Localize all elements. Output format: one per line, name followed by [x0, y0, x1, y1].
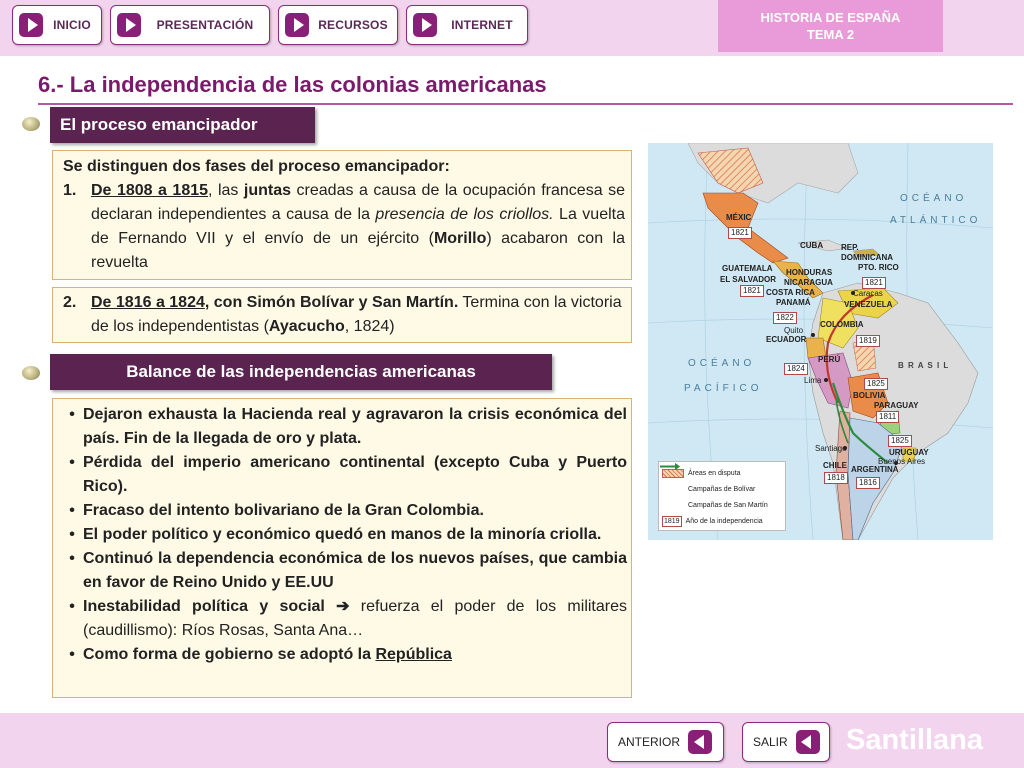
text-run: creadas a causa de la ocupación francesa se declaran independientes a causa de la: [91, 182, 625, 223]
list-item-text: Pérdida del imperio americano continental (excepto Cuba y Puerto Rico).: [83, 454, 627, 495]
list-item: [61, 643, 627, 667]
year-badge: 1816: [856, 477, 880, 489]
city-label: Quito: [784, 326, 804, 335]
year-badge: 1811: [876, 411, 899, 423]
country-label: COSTA RICA: [766, 288, 815, 297]
list-item: [61, 547, 627, 595]
phase-text: [91, 291, 625, 339]
text-run: refuerza el poder de los militares (caudillismo): Ríos Rosas, Santa Ana…: [83, 598, 627, 639]
page-title: 6.- La independencia de las colonias americanas: [38, 72, 547, 97]
text-run: , las: [208, 182, 244, 199]
list-item-text: Continuó la dependencia económica de los nuevos países, que cambia en favor de Reino Unido y EE.UU: [83, 550, 627, 591]
play-icon: [285, 13, 309, 37]
year-sample: 1819: [664, 517, 680, 525]
balance-box: [52, 398, 632, 698]
legend-item: [662, 513, 782, 529]
legend-label: Áreas en disputa: [688, 469, 741, 477]
highlight-juntas: juntas: [243, 182, 292, 199]
bullet: •: [69, 550, 75, 567]
course-badge: [718, 0, 943, 52]
phase-date: De 1816 a 1824: [91, 294, 205, 311]
ocean-label: OCÉANO: [900, 193, 968, 204]
highlight-ayacucho: Ayacucho: [268, 318, 345, 335]
phase-number: 2.: [63, 294, 77, 311]
country-label: PARAGUAY: [874, 401, 919, 410]
map-legend: [658, 461, 786, 531]
phase-1: [63, 179, 625, 275]
nav-label: PRESENTACIÓN: [156, 18, 254, 32]
country-label: GUATEMALA: [722, 264, 773, 273]
country-label: MÉXIC: [726, 213, 752, 222]
country-label: PTO. RICO: [858, 263, 899, 272]
nav-button-internet[interactable]: [406, 5, 528, 45]
nav-label: INICIO: [53, 18, 91, 32]
country-label: COLOMBIA: [820, 320, 864, 329]
back-arrow-icon: [688, 730, 712, 754]
year-badge: 1818: [824, 472, 848, 484]
section-heading-balance: Balance de las independencias americanas: [50, 354, 552, 390]
country-label: ARGENTINA: [851, 465, 899, 474]
ocean-label: ATLÁNTICO: [890, 215, 982, 226]
previous-button[interactable]: [607, 722, 724, 762]
play-icon: [413, 13, 437, 37]
legend-label: Campañas de San Martín: [688, 501, 768, 509]
list-item-text: [83, 595, 627, 643]
list-item-text: [83, 643, 627, 667]
nav-button-inicio[interactable]: [12, 5, 102, 45]
country-label: NICARAGUA: [784, 278, 833, 287]
text-run: , con Simón Bolívar y San Martín.: [204, 294, 459, 311]
phases-box: [52, 150, 632, 280]
city-label: Lima: [804, 376, 822, 385]
exit-button[interactable]: [742, 722, 830, 762]
country-label: HONDURAS: [786, 268, 833, 277]
ocean-label: PACÍFICO: [684, 383, 763, 394]
back-arrow-icon: [796, 730, 820, 754]
republica-link[interactable]: República: [375, 646, 452, 663]
legend-item: [662, 481, 782, 497]
city-label: Santiago: [815, 444, 847, 453]
country-label: PERÚ: [818, 355, 841, 364]
button-label: SALIR: [753, 735, 788, 749]
course-title: HISTORIA DE ESPAÑA: [760, 10, 901, 25]
nav-button-presentacion[interactable]: [110, 5, 270, 45]
country-label: BOLIVIA: [853, 391, 886, 400]
text-run: Inestabilidad política y social: [83, 598, 337, 615]
text-run: ) acabaron con la revuelta: [91, 230, 626, 271]
bullet: •: [69, 646, 75, 663]
phase-2: [63, 291, 625, 339]
legend-label: Campañas de Bolívar: [688, 485, 756, 493]
year-badge: 1821: [740, 285, 764, 297]
country-label: URUGUAY: [889, 448, 929, 457]
city-label: Caracas: [853, 289, 883, 298]
independence-map: [648, 143, 993, 540]
year-badge: 1822: [773, 312, 797, 324]
year-badge: 1821: [862, 277, 886, 289]
course-unit: TEMA 2: [806, 27, 855, 42]
bullet: •: [69, 526, 75, 543]
list-item: [61, 403, 627, 451]
country-label: REP.: [841, 243, 859, 252]
phase-text: [91, 179, 625, 275]
section-bullet-icon: [22, 117, 40, 131]
country-label: CHILE: [823, 461, 847, 470]
country-label: ECUADOR: [766, 335, 807, 344]
balance-list: [61, 403, 627, 667]
country-label: CUBA: [800, 241, 824, 250]
section-bullet-icon: [22, 366, 40, 380]
list-item: [61, 499, 627, 523]
ocean-label: OCÉANO: [688, 358, 756, 369]
section-heading-proceso: El proceso emancipador: [50, 107, 315, 143]
nav-label: INTERNET: [451, 18, 513, 32]
year-badge: 1824: [784, 363, 808, 375]
text-run: Termina con la victoria de los independentistas (: [91, 294, 622, 335]
list-item-text: Dejaron exhausta la Hacienda real y agravaron la crisis económica del país. Fin de la llegada de oro y plata.: [83, 406, 627, 447]
phase-date: De 1808 a 1815: [91, 182, 209, 199]
country-label: VENEZUELA: [844, 300, 893, 309]
highlight-morillo: Morillo: [433, 230, 487, 247]
bullet: •: [69, 598, 75, 615]
list-item: [61, 523, 627, 547]
title-divider: [38, 103, 1013, 105]
bullet: •: [69, 406, 75, 423]
phase-number: 1.: [63, 182, 77, 199]
highlight-criollos: presencia de los criollos.: [375, 206, 554, 223]
city-label: Buenos Aires: [878, 457, 926, 466]
red-arrow-icon: [662, 485, 684, 494]
country-label: PANAMÁ: [776, 298, 811, 307]
button-label: ANTERIOR: [618, 735, 681, 749]
bullet: •: [69, 454, 75, 471]
nav-label: RECURSOS: [318, 18, 388, 32]
list-item: [61, 595, 627, 643]
country-label: EL SALVADOR: [720, 275, 777, 284]
text-run: , 1824): [344, 318, 395, 335]
phases-intro: Se distinguen dos fases del proceso emancipador:: [63, 158, 450, 175]
country-label: DOMINICANA: [841, 253, 893, 262]
arrow-right-icon: ➔: [336, 598, 350, 615]
year-badge: 1825: [888, 435, 912, 447]
year-badge: 1821: [728, 227, 752, 239]
publisher-logo: Santillana: [846, 724, 983, 756]
list-item-text: Fracaso del intento bolivariano de la Gran Colombia.: [83, 502, 484, 519]
phase-2-box: [52, 287, 632, 343]
list-item-text: El poder político y económico quedó en manos de la minoría criolla.: [83, 526, 602, 543]
play-icon: [117, 13, 141, 37]
year-badge: 1825: [864, 378, 888, 390]
legend-label: Año de la independencia: [685, 517, 763, 525]
year-badge: 1819: [856, 335, 880, 347]
green-arrow-icon: [662, 501, 684, 510]
list-item: [61, 451, 627, 499]
play-icon: [19, 13, 43, 37]
country-label: B R A S I L: [898, 361, 950, 370]
text-run: La vuelta de Fernando VII y el envío de un ejército (: [91, 206, 625, 247]
nav-button-recursos[interactable]: [278, 5, 398, 45]
bullet: •: [69, 502, 75, 519]
legend-item: [662, 497, 782, 513]
text-run: Como forma de gobierno se adoptó la: [83, 646, 376, 663]
